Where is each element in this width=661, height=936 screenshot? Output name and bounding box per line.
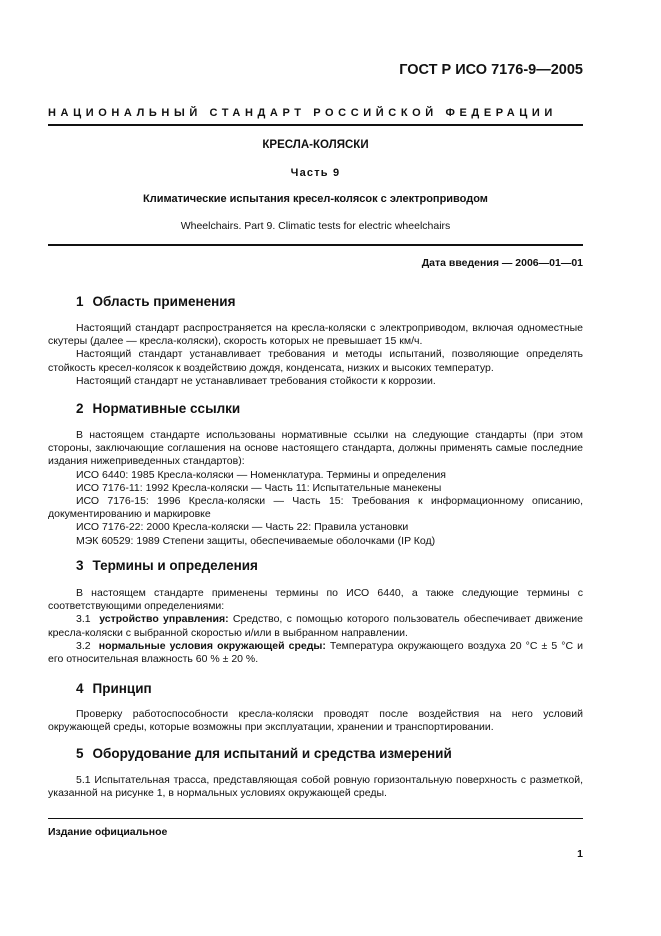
term-number: 3.2 bbox=[76, 639, 91, 652]
reference-item: ИСО 6440: 1985 Кресла-коляски — Номенклатура. Термины и определения bbox=[76, 468, 446, 481]
section-number: 3 bbox=[76, 558, 84, 573]
part-label: Часть 9 bbox=[290, 167, 341, 179]
section-heading-4 bbox=[76, 681, 152, 696]
section-body-4 bbox=[48, 708, 583, 734]
edition-label: Издание официальное bbox=[48, 826, 168, 838]
section-heading-1 bbox=[76, 294, 235, 309]
header-rule bbox=[48, 124, 583, 126]
section-heading-2 bbox=[76, 401, 240, 416]
paragraph: Настоящий стандарт распространяется на кресла-коляски с электроприводом, включая одноместные скутеры (далее — кресла-коляски), скорость которых не превышает 15 км/ч. bbox=[48, 322, 583, 348]
introduction-date: Дата введения — 2006—01—01 bbox=[421, 257, 583, 269]
footer-rule bbox=[48, 818, 583, 819]
term-number: 3.1 bbox=[76, 613, 91, 626]
section-heading-3 bbox=[76, 558, 258, 573]
section-body-3 bbox=[48, 587, 583, 666]
reference-item: ИСО 7176-11: 1992 Кресла-коляски — Часть 11: Испытательные манекены bbox=[76, 481, 442, 494]
term-name: нормальные условия окружающей среды: bbox=[98, 639, 326, 652]
page-number: 1 bbox=[577, 848, 583, 860]
section-body-1 bbox=[48, 322, 583, 388]
term-definition bbox=[48, 613, 583, 639]
reference-item: МЭК 60529: 1989 Степени защиты, обеспечиваемые оболочками (IP Код) bbox=[76, 534, 436, 547]
paragraph: В настоящем стандарте использованы нормативные ссылки на следующие стандарты (при этом стороны, заключающие соглашения на основе настоящего стандарта, должны применять самые последние издания нижеприведенных стандартов): bbox=[48, 429, 583, 468]
section-number: 5 bbox=[76, 746, 84, 761]
section-title: Термины и определения bbox=[92, 558, 258, 573]
section-heading-5 bbox=[76, 746, 452, 761]
section-number: 4 bbox=[76, 681, 84, 696]
paragraph: Настоящий стандарт устанавливает требования и методы испытаний, позволяющие определять стойкость кресел-колясок к воздействию дождя, конденсата, низких и высоких температур. bbox=[48, 348, 583, 374]
section-body-2 bbox=[48, 429, 583, 548]
reference-item: ИСО 7176-15: 1996 Кресла-коляски — Часть 15: Требования к информационному описанию, документированию и маркировке bbox=[48, 495, 583, 521]
paragraph: В настоящем стандарте применены термины по ИСО 6440, а также следующие термины с соответствующими определениями: bbox=[48, 587, 583, 613]
document-code: ГОСТ Р ИСО 7176-9—2005 bbox=[399, 62, 583, 78]
title-rule bbox=[48, 244, 583, 246]
paragraph: Настоящий стандарт не устанавливает требования стойкости к коррозии. bbox=[76, 374, 436, 387]
section-title: Принцип bbox=[92, 681, 152, 696]
term-name: устройство управления: bbox=[99, 613, 229, 626]
reference-item: ИСО 7176-22: 2000 Кресла-коляски — Часть 22: Правила установки bbox=[76, 521, 409, 534]
section-title: Область применения bbox=[92, 294, 236, 309]
section-number: 2 bbox=[76, 401, 84, 416]
term-text: Средство, с помощью которого пользователь обеспечивает движение кресла-коляски с выбранной скоростью и/или в выбранном направлении. bbox=[48, 613, 583, 639]
term-definition bbox=[48, 640, 583, 666]
section-title: Оборудование для испытаний и средства измерений bbox=[92, 746, 452, 761]
paragraph: Проверку работоспособности кресла-коляски проводят после воздействия на него условий окружающей среды, которые возможны при эксплуатации, хранении и транспортировании. bbox=[48, 708, 583, 734]
term-text: Температура окружающего воздуха 20 °С ± 5 °С и его относительная влажность 60 % ± 20 %. bbox=[48, 639, 583, 666]
section-title: Нормативные ссылки bbox=[92, 401, 241, 416]
document-title: КРЕСЛА-КОЛЯСКИ bbox=[262, 139, 369, 151]
document-subtitle: Климатические испытания кресел-колясок с электроприводом bbox=[143, 193, 488, 205]
english-title: Wheelchairs. Part 9. Climatic tests for electric wheelchairs bbox=[180, 220, 451, 232]
section-body-5 bbox=[48, 774, 583, 800]
section-number: 1 bbox=[76, 294, 84, 309]
standard-banner: НАЦИОНАЛЬНЫЙ СТАНДАРТ РОССИЙСКОЙ ФЕДЕРАЦИИ bbox=[48, 107, 557, 119]
paragraph: 5.1 Испытательная трасса, представляющая собой ровную горизонтальную поверхность с разметкой, указанной на рисунке 1, в нормальных условиях окружающей среды. bbox=[48, 774, 583, 800]
